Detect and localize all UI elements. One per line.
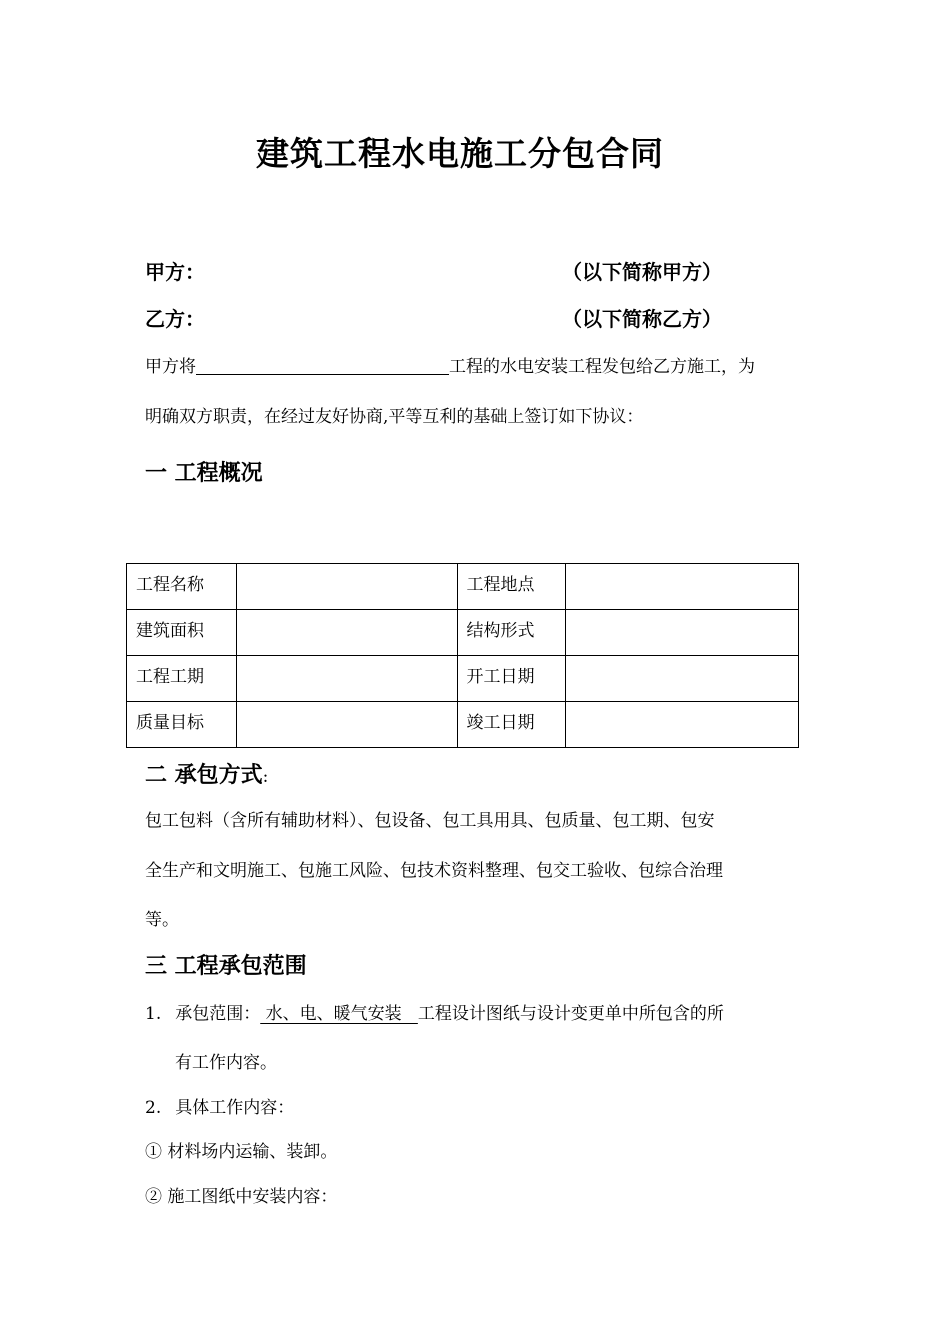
table-label: 质量目标 bbox=[127, 702, 237, 748]
scope-prefix: 承包范围： bbox=[175, 1004, 261, 1024]
table-label: 建筑面积 bbox=[127, 610, 237, 656]
scope-underlined: 水、电、暖气安装 bbox=[260, 1004, 418, 1024]
section-1-heading: 一 工程概况 bbox=[145, 460, 263, 486]
scope-item-2-text: 具体工作内容： bbox=[175, 1098, 295, 1118]
intro-suffix: 工程的水电安装工程发包给乙方施工，为 bbox=[449, 357, 755, 377]
table-value bbox=[236, 610, 457, 656]
work-item-2: ② 施工图纸中安装内容： bbox=[145, 1187, 338, 1207]
item-number: 1. bbox=[145, 1004, 162, 1024]
table-label: 工程名称 bbox=[127, 564, 237, 610]
table-value bbox=[236, 564, 457, 610]
intro-line-2: 明确双方职责，在经过友好协商,平等互利的基础上签订如下协议： bbox=[145, 407, 644, 427]
project-info-table bbox=[126, 563, 799, 748]
section-2-heading-text: 二 承包方式 bbox=[145, 762, 263, 788]
scope-item-1 bbox=[145, 999, 724, 1024]
work-item-1: ① 材料场内运输、装卸。 bbox=[145, 1142, 338, 1162]
table-label: 工程地点 bbox=[457, 564, 566, 610]
party-a-note: （以下简称甲方） bbox=[562, 260, 722, 284]
table-value bbox=[566, 564, 799, 610]
table-value bbox=[236, 702, 457, 748]
table-value bbox=[236, 656, 457, 702]
item-number: 2. bbox=[145, 1098, 162, 1118]
party-a-label: 甲方： bbox=[145, 260, 205, 284]
scope-suffix: 工程设计图纸与设计变更单中所包含的所 bbox=[417, 1004, 724, 1024]
party-b-label: 乙方： bbox=[145, 307, 205, 331]
section-2-line-3: 等。 bbox=[145, 910, 179, 930]
table-value bbox=[566, 610, 799, 656]
section-2-heading-colon: : bbox=[262, 767, 269, 787]
intro-prefix: 甲方将 bbox=[145, 357, 196, 377]
table-label: 竣工日期 bbox=[457, 702, 566, 748]
section-3-heading: 三 工程承包范围 bbox=[145, 953, 307, 979]
section-2-line-2: 全生产和文明施工、包施工风险、包技术资料整理、包交工验收、包综合治理 bbox=[145, 861, 723, 881]
table-row bbox=[127, 610, 799, 656]
scope-item-1-line-2: 有工作内容。 bbox=[175, 1053, 277, 1073]
table-value bbox=[566, 702, 799, 748]
table-row bbox=[127, 656, 799, 702]
section-2-line-1: 包工包料（含所有辅助材料）、包设备、包工具用具、包质量、包工期、包安 bbox=[145, 811, 715, 831]
table-row bbox=[127, 564, 799, 610]
table-label: 工程工期 bbox=[127, 656, 237, 702]
intro-line-1 bbox=[145, 352, 755, 377]
section-2-heading bbox=[145, 758, 268, 789]
scope-item-2 bbox=[145, 1093, 294, 1118]
party-b-note: （以下简称乙方） bbox=[562, 307, 722, 331]
project-name-blank bbox=[196, 356, 449, 375]
table-row bbox=[127, 702, 799, 748]
table-label: 结构形式 bbox=[457, 610, 566, 656]
table-value bbox=[566, 656, 799, 702]
document-title: 建筑工程水电施工分包合同 bbox=[256, 134, 664, 173]
table-label: 开工日期 bbox=[457, 656, 566, 702]
